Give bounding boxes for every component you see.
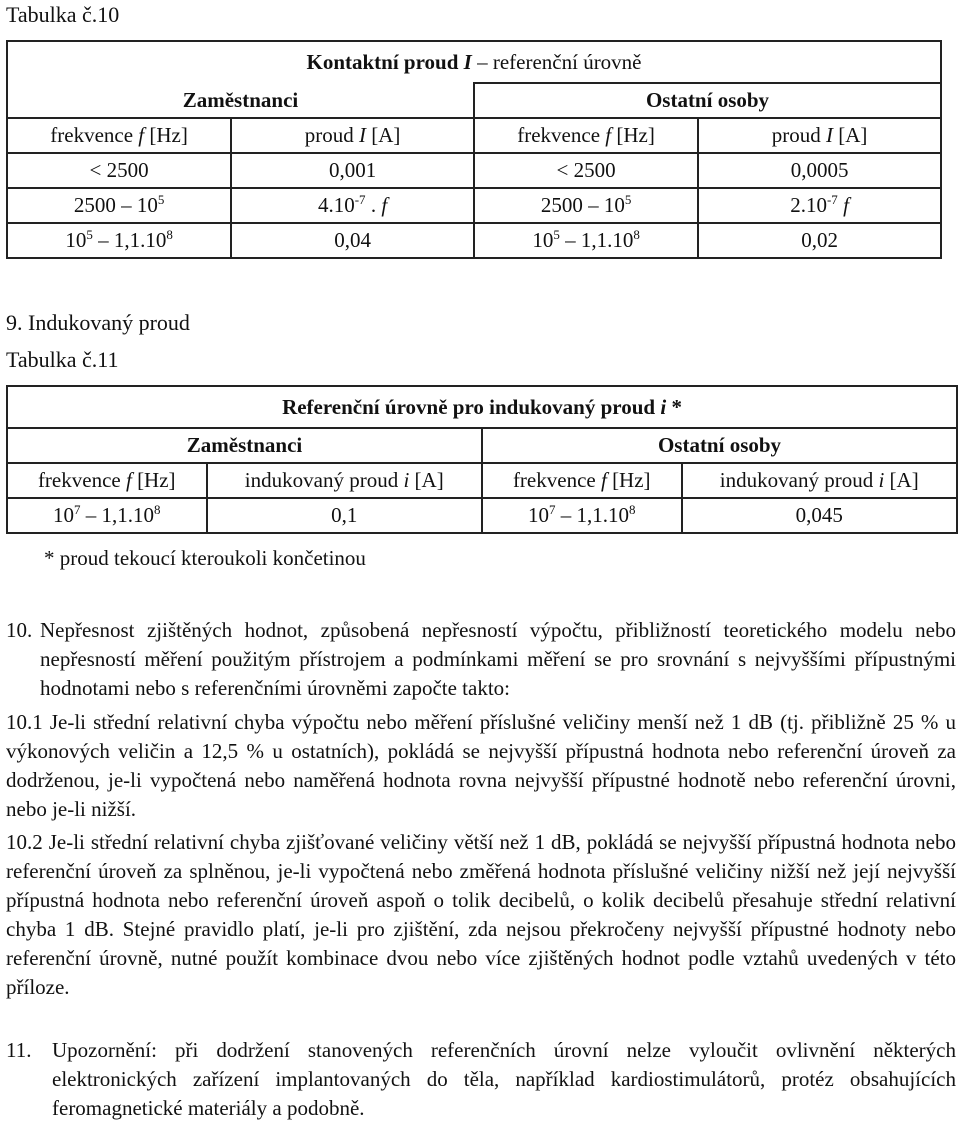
paragraph-11-number: 11. bbox=[6, 1038, 32, 1062]
table-cell: $2500 - 10^5$ bbox=[7, 188, 231, 223]
table-cell: $10^5 - 1,1.10^8$ bbox=[474, 223, 698, 258]
table-cell: $10^5 - 1,1.10^8$ bbox=[7, 223, 231, 258]
t11-header-cell: frekvence f [Hz] bbox=[7, 463, 207, 498]
table10-group-left: Zaměstnanci bbox=[7, 83, 474, 118]
table-cell: 0,001 bbox=[231, 153, 474, 188]
table-cell: $2.10^{-7}$ f bbox=[698, 188, 941, 223]
table-11 bbox=[6, 385, 958, 534]
table-row bbox=[7, 153, 941, 188]
paragraph-10-2: 10.2 Je-li střední relativní chyba zjišťované veličiny větší než 1 dB, pokládá se nejvyšší přípustná hodnota nebo referenční úroveň za splněnou, je-li vypočtená nebo změřená hodnota příslušné veličiny nižší než její nejvyšší přípustná hodnota nebo referenční úroveň aspoň o tolik decibelů, o kolik decibelů přesahuje střední relativní chyba 1 dB. Stejné pravidlo platí, je-li pro zjištění, zda nejsou překročeny nejvyšší přípustné hodnoty nebo referenční úrovně, nutné použít kombinace dvou nebo více zjištěných hodnot podle vztahů uvedených v této příloze. bbox=[6, 830, 956, 999]
paragraph-10-text: Nepřesnost zjištěných hodnot, způsobená nepřesností výpočtu, přibližností teoretického modelu nebo nepřesností měření použitým přístrojem a podmínkami měření se pro srovnání s nejvyššími přípustnými hodnotami nebo s referenčními úrovněmi započte takto: bbox=[40, 618, 956, 700]
table-row bbox=[7, 223, 941, 258]
table10-group-right: Ostatní osoby bbox=[474, 83, 941, 118]
table11-group-left: Zaměstnanci bbox=[7, 428, 482, 463]
table10-title bbox=[7, 41, 941, 83]
t11-header-cell: frekvence f [Hz] bbox=[482, 463, 682, 498]
paragraph-10 bbox=[6, 616, 956, 703]
paragraph-10-1: 10.1 Je-li střední relativní chyba výpočtu nebo měření příslušné veličiny menší než 1 dB (tj. přibližně 25 % u výkonových veličin a 12,5 % u ostatních), pokládá se nejvyšší přípustná hodnota nebo referenční úroveň za dodrženou, je-li vypočtená nebo naměřená hodnota rovna nejvyšší přípustné hodnotě nebo referenční úrovni, nebo je-li nižší. bbox=[6, 710, 956, 821]
table-cell: $10^7 - 1,1.10^8$ bbox=[7, 498, 207, 533]
table-cell: < 2500 bbox=[7, 153, 231, 188]
table-cell: 0,045 bbox=[682, 498, 958, 533]
table10-title-rest: – referenční úrovně bbox=[471, 49, 642, 74]
table10-caption: Tabulka č.10 bbox=[6, 2, 120, 27]
t10-header-cell: proud I [A] bbox=[231, 118, 474, 153]
table-cell: $2500 - 10^5$ bbox=[474, 188, 698, 223]
t11-header-cell: indukovaný proud i [A] bbox=[682, 463, 958, 498]
table-cell: 0,0005 bbox=[698, 153, 941, 188]
table-row bbox=[7, 498, 957, 533]
paragraph-11-text: Upozornění: při dodržení stanovených referenčních úrovní nelze vyloučit ovlivnění některých elektronických zařízení implantovaných do těla, například kardiostimulátorů, protéz obsahujících feromagnetické materiály a podobně. bbox=[52, 1038, 956, 1120]
t10-header-cell: proud I [A] bbox=[698, 118, 941, 153]
table-cell: $4.10^{-7}$ . f bbox=[231, 188, 474, 223]
table-cell: 0,02 bbox=[698, 223, 941, 258]
table-cell: 0,04 bbox=[231, 223, 474, 258]
table11-title: Referenční úrovně pro indukovaný proud i * bbox=[7, 386, 957, 428]
t10-header-cell: frekvence f [Hz] bbox=[474, 118, 698, 153]
table10-title-bold: Kontaktní proud I bbox=[306, 49, 472, 74]
paragraph-11 bbox=[6, 1036, 956, 1123]
table11-group-right: Ostatní osoby bbox=[482, 428, 957, 463]
table11-caption: Tabulka č.11 bbox=[6, 347, 119, 372]
table-cell: $10^7 - 1,1.10^8$ bbox=[482, 498, 682, 533]
table-row bbox=[7, 188, 941, 223]
table11-footnote: * proud tekoucí kteroukoli končetinou bbox=[44, 546, 366, 570]
paragraph-10-number: 10. bbox=[6, 618, 33, 642]
table-cell: 0,1 bbox=[207, 498, 483, 533]
t10-header-cell: frekvence f [Hz] bbox=[7, 118, 231, 153]
table-cell: < 2500 bbox=[474, 153, 698, 188]
section9-heading: 9. Indukovaný proud bbox=[6, 310, 190, 335]
t11-header-cell: indukovaný proud i [A] bbox=[207, 463, 483, 498]
table-10 bbox=[6, 40, 942, 259]
